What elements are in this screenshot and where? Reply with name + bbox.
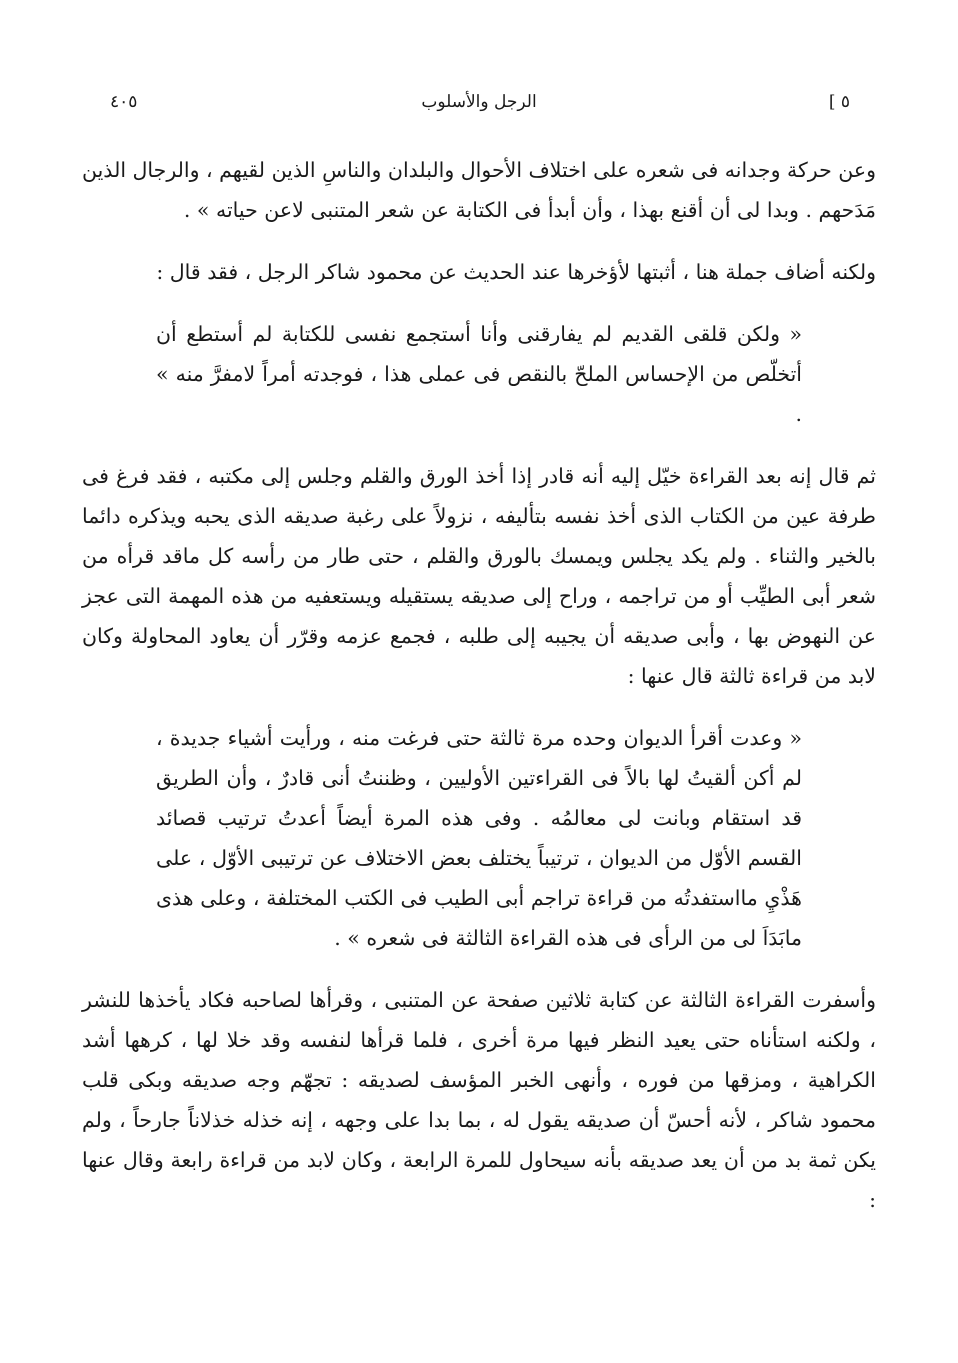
block-quote: « وعدت أقرأ الديوان وحده مرة ثالثة حتى فرغت منه ، ورأيت أشياء جديدة ، لم أكن ألقيتُ لها بالاً فى القراءتين الأوليين ، وظننتُ أنى قادرٌ ، وأن الطريق قد استقام وبانت لى معالمُه . وفى هذه المرة أيضاً أعدتُ ترتيب قصائد القسم الأوّل من الديوان ، ترتيباً يختلف بعض الاختلاف عن ترتيبى الأوّل ، على هَذْيِ مااستفدتُه من قراءة تراجم أبى الطيب فى الكتب المختلفة ، وعلى هذى مابَدَاَ لى من الرأى فى هذه القراءة الثالثة فى شعره » . bbox=[156, 726, 802, 950]
paragraph: ثم قال إنه بعد القراءة خيّل إليه أنه قادر إذا أخذ الورق والقلم وجلس إلى مكتبه ، فقد فرغ فى طرفة عين من الكتاب الذى أخذ نفسه بتأليفه ، نزولاً على رغبة صديقه الذى يحبه ويذكره دائما بالخير والثناء . ولم يكد يجلس ويمسك بالورق والقلم ، حتى طار من رأسه كل ماقد قرأه من شعر أبى الطيِّب أو من تراجمه ، وراح إلى صديقه يستقيله ويستعفيه من هذه المهمة التى عجز عن النهوض بها ، وأبى صديقه أن يجيبه إلى طلبه ، فجمع عزمه وقرّر أن يعاود المحاولة وكان لابد من قراءة ثالثة قال عنها : bbox=[82, 464, 876, 688]
block-quote: « ولكن قلقى القديم لم يفارقنى وأنا أستجمع نفسى للكتابة لم أستطع أن أتخلّص من الإحساس الملحّ بالنقص فى عملى هذا ، فوجدته أمراً لامفرَّ منه » . bbox=[156, 322, 802, 426]
paragraph: وعن حركة وجدانه فى شعره على اختلاف الأحوال والبلدان والناسِ الذين لقيهم ، والرجال الذين مَدَحهم . وبدا لى أن أقنع بهذا ، وأن أبدأ فى الكتابة عن شعر المتنبى لاعن حياته » . bbox=[82, 158, 876, 222]
page-body bbox=[82, 150, 876, 1236]
section-marker: ٥ ] bbox=[828, 92, 850, 112]
running-title: الرجل والأسلوب bbox=[421, 92, 537, 112]
paragraph: ولكنه أضاف جملة هنا ، أثبتها لأؤخرها عند الحديث عن محمود شاكر الرجل ، فقد قال : bbox=[156, 260, 876, 284]
running-head bbox=[100, 92, 858, 122]
paragraph: وأسفرت القراءة الثالثة عن كتابة ثلاثين صفحة عن المتنبى ، وقرأها لصاحبه فكاد يأخذها للنشر ، ولكنه استأناه حتى يعيد النظر فيها مرة أخرى ، فلما قرأها لنفسه وقد خلا لها ، كرهها أشد الكراهية ، ومزقها من فوره ، وأنهى الخبر المؤسف لصديقه : تجهّم وجه صديقه وبكى قلب محمود شاكر ، لأنه أحسّ أن صديقه يقول له ، بما بدا على وجهه ، إنه خذله خذلاناً جارحاً ، ولم يكن ثمة بد من أن يعد صديقه بأنه سيحاول للمرة الرابعة ، وكان لابد من قراءة رابعة وقال عنها : bbox=[82, 988, 876, 1212]
page-number: ٤٠٥ bbox=[110, 92, 138, 112]
